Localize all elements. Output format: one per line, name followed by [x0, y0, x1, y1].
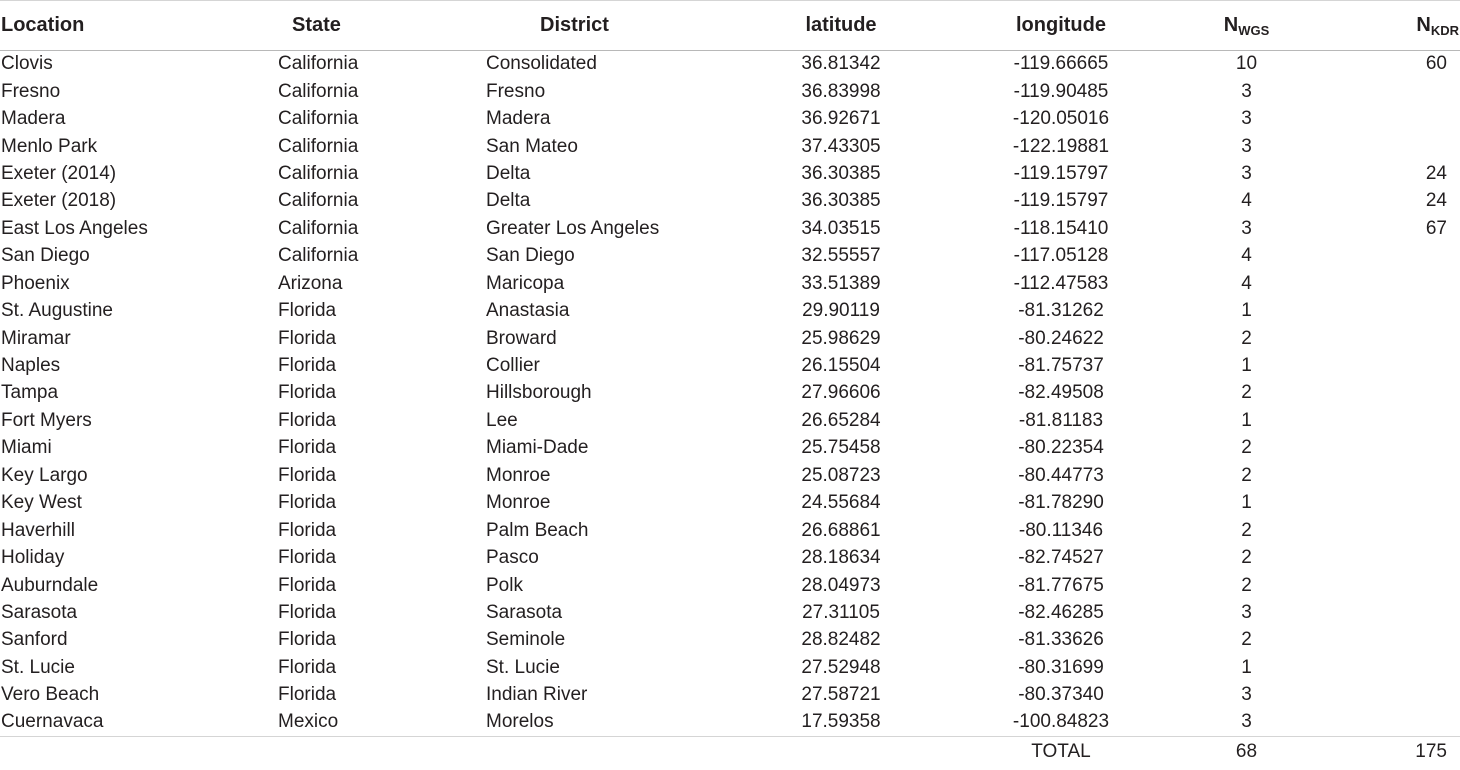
cell-n-kdr [1345, 627, 1460, 654]
table-row [0, 407, 1460, 434]
cell-n-kdr [1345, 133, 1460, 160]
cell-n-wgs: 2 [1241, 327, 1252, 349]
cell-latitude: 27.52948 [801, 656, 881, 678]
cell-location: Vero Beach [1, 684, 100, 706]
cell-district: Consolidated [486, 53, 597, 75]
cell-n-kdr [1345, 352, 1460, 379]
table-row [0, 243, 1460, 270]
total-label: TOTAL [974, 736, 1148, 767]
cell-longitude: -100.84823 [1012, 711, 1110, 733]
cell-district: Fresno [486, 80, 546, 102]
header-latitude: latitude [708, 1, 974, 51]
header-n-wgs-sub: WGS [1238, 22, 1270, 38]
cell-n-kdr [1345, 435, 1460, 462]
cell-n-wgs: 3 [1241, 684, 1252, 706]
cell-district: Lee [486, 409, 518, 431]
cell-district: Madera [486, 108, 551, 130]
total-n-kdr: 175 [1345, 736, 1460, 767]
cell-longitude: -80.44773 [1018, 464, 1104, 486]
cell-longitude: -119.15797 [1013, 162, 1109, 184]
cell-district: San Mateo [486, 135, 578, 157]
cell-n-kdr [1345, 407, 1460, 434]
cell-n-wgs: 2 [1241, 437, 1252, 459]
cell-n-wgs: 1 [1241, 355, 1252, 377]
cell-n-wgs: 10 [1235, 53, 1258, 75]
cell-location: Menlo Park [1, 135, 98, 157]
cell-n-wgs: 3 [1241, 601, 1252, 623]
cell-n-wgs: 3 [1241, 217, 1252, 239]
cell-n-wgs: 4 [1241, 272, 1252, 294]
cell-district: Broward [486, 327, 557, 349]
cell-location: St. Augustine [1, 300, 113, 322]
cell-latitude: 28.18634 [801, 547, 881, 569]
cell-n-kdr [1345, 599, 1460, 626]
cell-latitude: 28.82482 [801, 629, 881, 651]
cell-state: Florida [278, 684, 337, 706]
cell-latitude: 27.31105 [802, 601, 880, 623]
cell-longitude: -81.81183 [1018, 409, 1104, 431]
cell-n-wgs: 3 [1241, 135, 1252, 157]
cell-n-wgs: 3 [1241, 162, 1252, 184]
cell-n-kdr: 67 [1425, 217, 1447, 239]
header-longitude: longitude [974, 1, 1148, 51]
cell-n-wgs: 2 [1241, 519, 1252, 541]
cell-location: Auburndale [1, 574, 99, 596]
cell-longitude: -119.15797 [1013, 190, 1109, 212]
header-n-kdr-main: N [1416, 13, 1431, 36]
cell-district: Hillsborough [486, 382, 592, 404]
cell-state: Florida [278, 547, 337, 569]
cell-longitude: -80.31699 [1018, 656, 1104, 678]
cell-n-kdr [1345, 380, 1460, 407]
cell-location: Sarasota [1, 601, 78, 623]
cell-state: California [278, 108, 359, 130]
table-row [0, 627, 1460, 654]
cell-state: Florida [278, 656, 337, 678]
cell-latitude: 32.55557 [801, 245, 881, 267]
cell-location: Phoenix [1, 272, 70, 294]
cell-latitude: 26.65284 [801, 409, 881, 431]
cell-district: Indian River [486, 684, 588, 706]
cell-state: California [278, 245, 359, 267]
cell-district: Sarasota [486, 601, 563, 623]
cell-district: Monroe [486, 464, 551, 486]
cell-n-kdr: 60 [1425, 53, 1447, 75]
cell-location: Madera [1, 108, 66, 130]
cell-location: East Los Angeles [1, 217, 148, 239]
cell-latitude: 36.92671 [801, 108, 881, 130]
cell-state: Florida [278, 409, 337, 431]
cell-state: Florida [278, 382, 337, 404]
cell-location: St. Lucie [1, 656, 75, 678]
cell-latitude: 36.83998 [801, 80, 881, 102]
cell-n-wgs: 1 [1241, 656, 1252, 678]
cell-state: California [278, 162, 359, 184]
cell-district: San Diego [486, 245, 575, 267]
cell-state: Florida [278, 300, 337, 322]
cell-district: Collier [486, 355, 540, 377]
cell-longitude: -117.05128 [1013, 245, 1109, 267]
table-row [0, 188, 1460, 215]
table-row [0, 517, 1460, 544]
cell-state: Florida [278, 629, 337, 651]
cell-state: Florida [278, 437, 337, 459]
table-row [0, 51, 1460, 78]
cell-longitude: -81.33626 [1018, 629, 1104, 651]
cell-state: Florida [278, 464, 337, 486]
table-body [0, 51, 1460, 737]
cell-state: Arizona [278, 272, 343, 294]
cell-n-wgs: 4 [1241, 245, 1252, 267]
cell-n-wgs: 2 [1241, 464, 1252, 486]
cell-n-kdr: 24 [1425, 190, 1447, 212]
cell-location: Haverhill [1, 519, 75, 541]
cell-n-kdr [1345, 709, 1460, 736]
cell-longitude: -120.05016 [1012, 108, 1110, 130]
cell-n-wgs: 1 [1241, 300, 1252, 322]
cell-district: Monroe [486, 492, 551, 514]
cell-latitude: 26.15504 [801, 355, 881, 377]
cell-n-kdr [1345, 544, 1460, 571]
table-row [0, 105, 1460, 132]
header-row [0, 1, 1460, 51]
cell-longitude: -122.19881 [1012, 135, 1110, 157]
cell-n-wgs: 3 [1241, 108, 1252, 130]
cell-n-wgs: 3 [1241, 711, 1252, 733]
cell-n-kdr [1345, 682, 1460, 709]
cell-longitude: -81.75737 [1018, 355, 1104, 377]
cell-latitude: 36.30385 [801, 190, 881, 212]
cell-n-kdr [1345, 325, 1460, 352]
cell-district: Polk [486, 574, 523, 596]
cell-longitude: -80.37340 [1018, 684, 1104, 706]
cell-state: Florida [278, 327, 337, 349]
cell-n-kdr [1345, 572, 1460, 599]
cell-location: Key West [1, 492, 82, 514]
table-row [0, 352, 1460, 379]
cell-n-kdr [1345, 462, 1460, 489]
table-row [0, 215, 1460, 242]
total-n-wgs: 68 [1148, 736, 1345, 767]
table-row [0, 380, 1460, 407]
cell-location: Tampa [1, 382, 59, 404]
cell-longitude: -80.11346 [1018, 519, 1104, 541]
cell-district: Palm Beach [486, 519, 589, 541]
header-n-kdr [1345, 1, 1460, 51]
cell-longitude: -119.90485 [1013, 80, 1109, 102]
cell-latitude: 34.03515 [801, 217, 881, 239]
header-district: District [486, 1, 708, 51]
cell-district: Anastasia [486, 300, 570, 322]
cell-location: Fresno [1, 80, 61, 102]
cell-n-kdr [1345, 243, 1460, 270]
cell-n-wgs: 1 [1241, 492, 1252, 514]
cell-n-wgs: 2 [1241, 574, 1252, 596]
cell-location: Key Largo [1, 464, 88, 486]
cell-state: California [278, 135, 359, 157]
table-row [0, 270, 1460, 297]
cell-latitude: 25.75458 [801, 437, 881, 459]
table-row [0, 654, 1460, 681]
cell-n-kdr [1345, 490, 1460, 517]
cell-n-kdr: 24 [1425, 162, 1447, 184]
cell-state: Florida [278, 574, 337, 596]
cell-n-wgs: 3 [1241, 80, 1252, 102]
table-row [0, 133, 1460, 160]
total-row [0, 736, 1460, 767]
cell-district: Pasco [486, 547, 539, 569]
cell-location: Miami [1, 437, 52, 459]
table-row [0, 325, 1460, 352]
cell-location: Sanford [1, 629, 68, 651]
header-n-wgs [1148, 1, 1345, 51]
table-row [0, 462, 1460, 489]
table-row [0, 544, 1460, 571]
cell-latitude: 25.08723 [801, 464, 881, 486]
cell-location: Exeter (2018) [1, 190, 117, 212]
cell-latitude: 37.43305 [801, 135, 881, 157]
cell-latitude: 36.81342 [801, 53, 881, 75]
cell-n-wgs: 2 [1241, 547, 1252, 569]
cell-n-kdr [1345, 654, 1460, 681]
cell-longitude: -81.31262 [1018, 300, 1104, 322]
cell-latitude: 27.58721 [801, 684, 881, 706]
cell-district: Miami-Dade [486, 437, 589, 459]
table-row [0, 490, 1460, 517]
table-row [0, 572, 1460, 599]
cell-district: Delta [486, 190, 531, 212]
cell-n-wgs: 1 [1241, 409, 1252, 431]
cell-location: Fort Myers [1, 409, 92, 431]
table-row [0, 709, 1460, 736]
cell-district: Delta [486, 162, 531, 184]
cell-district: St. Lucie [486, 656, 560, 678]
table-row [0, 160, 1460, 187]
cell-n-kdr [1345, 297, 1460, 324]
cell-latitude: 17.59358 [801, 711, 881, 733]
cell-longitude: -82.74527 [1018, 547, 1104, 569]
cell-location: Cuernavaca [1, 711, 104, 733]
cell-n-kdr [1345, 105, 1460, 132]
cell-n-kdr [1345, 517, 1460, 544]
cell-location: Miramar [1, 327, 71, 349]
cell-latitude: 25.98629 [801, 327, 881, 349]
cell-latitude: 29.90119 [802, 300, 880, 322]
cell-location: Clovis [1, 53, 53, 75]
cell-n-kdr [1345, 78, 1460, 105]
cell-longitude: -81.78290 [1018, 492, 1104, 514]
cell-latitude: 24.55684 [801, 492, 881, 514]
header-n-wgs-main: N [1223, 13, 1239, 36]
cell-state: Florida [278, 519, 337, 541]
cell-longitude: -82.46285 [1018, 601, 1104, 623]
cell-longitude: -118.15410 [1013, 217, 1109, 239]
cell-longitude: -80.24622 [1018, 327, 1104, 349]
cell-state: California [278, 53, 359, 75]
cell-location: Exeter (2014) [1, 162, 117, 184]
header-n-kdr-sub: KDR [1430, 22, 1459, 38]
header-location: Location [0, 1, 278, 51]
cell-n-wgs: 2 [1241, 382, 1252, 404]
cell-latitude: 26.68861 [801, 519, 881, 541]
cell-n-kdr [1345, 270, 1460, 297]
total-spacer [0, 736, 974, 767]
header-state: State [278, 1, 486, 51]
cell-latitude: 27.96606 [801, 382, 881, 404]
cell-location: San Diego [1, 245, 90, 267]
cell-longitude: -112.47583 [1013, 272, 1109, 294]
cell-state: Mexico [278, 711, 339, 733]
cell-longitude: -119.66665 [1013, 53, 1109, 75]
cell-state: Florida [278, 601, 337, 623]
cell-district: Seminole [486, 629, 566, 651]
cell-longitude: -80.22354 [1018, 437, 1104, 459]
cell-latitude: 33.51389 [801, 272, 881, 294]
cell-state: California [278, 80, 359, 102]
cell-district: Maricopa [486, 272, 565, 294]
cell-n-wgs: 4 [1241, 190, 1252, 212]
cell-state: California [278, 190, 359, 212]
cell-latitude: 28.04973 [801, 574, 881, 596]
table-row [0, 599, 1460, 626]
table-row [0, 682, 1460, 709]
cell-location: Holiday [1, 547, 65, 569]
cell-state: Florida [278, 355, 337, 377]
cell-state: California [278, 217, 359, 239]
cell-district: Morelos [486, 711, 554, 733]
table-row [0, 297, 1460, 324]
cell-latitude: 36.30385 [801, 162, 881, 184]
table-row [0, 78, 1460, 105]
cell-n-wgs: 2 [1241, 629, 1252, 651]
cell-state: Florida [278, 492, 337, 514]
cell-district: Greater Los Angeles [486, 217, 660, 239]
cell-longitude: -81.77675 [1018, 574, 1104, 596]
cell-location: Naples [1, 355, 61, 377]
table-row [0, 435, 1460, 462]
cell-longitude: -82.49508 [1018, 382, 1104, 404]
